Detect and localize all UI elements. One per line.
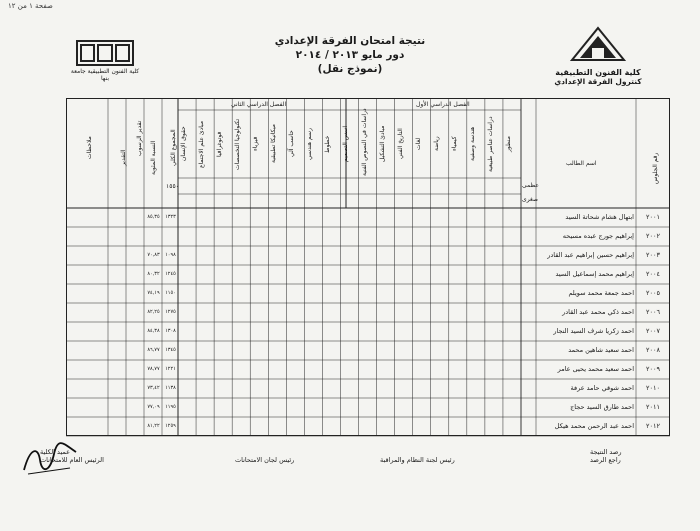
max-total: ١٥٥٠ xyxy=(166,183,179,190)
total-header: المجموع الكلي xyxy=(170,129,177,167)
footer-exam-committee: رئيس لجان الامتحانات xyxy=(235,456,295,464)
student-name: احمد شوقي حامد عرفة xyxy=(570,384,634,392)
percent-score: ٨١,٢٢ xyxy=(147,423,160,429)
title-line-3: (نموذج نقل) xyxy=(317,63,383,75)
subject-header: حقوق الإنسان xyxy=(180,126,187,162)
student-name: احمد سعيد شاهين محمد xyxy=(568,346,634,354)
subject-header: منظور xyxy=(504,136,512,152)
seat-number: ٢٠٠٤ xyxy=(646,270,660,278)
student-name: احمد سعيد محمد يحيى عامر xyxy=(557,365,634,373)
student-name: احمد جمعة محمد سويلم xyxy=(568,289,634,297)
seat-number: ٢٠١٢ xyxy=(646,422,660,430)
student-name: احمد عبد الرحمن محمد هيكل xyxy=(554,422,634,430)
grade-header: التقدير xyxy=(120,149,127,167)
title-line-2: دور مايو ٢٠١٣ / ٢٠١٤ xyxy=(295,49,405,61)
seat-number: ٢٠٠٢ xyxy=(646,232,660,240)
student-name: احمد طارق السيد حجاج xyxy=(570,403,634,411)
footer-dean xyxy=(40,448,104,464)
college-name: كلية الفنون التطبيقية xyxy=(555,68,641,77)
pyramid-logo-icon xyxy=(570,26,626,64)
subject-header: تكنولوجيا التخصصات xyxy=(234,118,242,170)
footer-reviewers xyxy=(590,448,622,464)
control-name: كنترول الفرقة الإعدادي xyxy=(554,77,642,86)
percent-score: ٧٣,٤٢ xyxy=(147,385,160,391)
reviewer-title: رصد النتيجة xyxy=(590,448,622,456)
seat-number: ٢٠٠٧ xyxy=(646,327,660,335)
student-name: إبراهيم جورج عبده مسيحه xyxy=(562,232,634,240)
seat-number: ٢٠٠٣ xyxy=(646,251,660,259)
dean-title: عميد الكلية xyxy=(40,448,71,456)
percent-header: النسبة المئوية xyxy=(150,140,157,176)
seat-number: ٢٠٠٨ xyxy=(646,346,660,354)
subject-header: فوتوغرافيا xyxy=(216,131,224,157)
total-score: ١١٣٨ xyxy=(165,385,176,391)
page-label: صفحة ١ من ١٢ xyxy=(8,2,53,10)
subject-header: حاسب آلي xyxy=(288,130,296,158)
dean-sub: الرئيس العام للامتحانات xyxy=(40,456,104,464)
percent-score: ٨٥,٣٥ xyxy=(147,214,160,220)
total-score: ١٢٢١ xyxy=(165,366,176,372)
student-name: احمد زكريا شرف السيد النجار xyxy=(553,327,634,335)
total-score: ١٢٥٩ xyxy=(165,423,176,429)
seat-number: ٢٠٠٩ xyxy=(646,365,660,373)
title-line-1: نتيجة امتحان الفرقة الإعدادي xyxy=(274,35,426,47)
percent-score: ٧٠,٨٣ xyxy=(147,252,160,258)
subject-header: مبادئ التشكيل xyxy=(378,125,386,163)
subject-header: لغات xyxy=(414,137,422,151)
student-name: إبراهيم محمد إسماعيل السيد xyxy=(555,270,634,278)
name-header: اسم الطالب xyxy=(566,160,597,167)
subject-header: دراسات عناصر طبيعية xyxy=(486,116,494,172)
total-score: ١١٩٥ xyxy=(165,404,176,410)
subject-header: رياضة xyxy=(432,136,440,152)
max-label: عظمى xyxy=(522,182,539,189)
cumulative-header: تقدير الرسوب xyxy=(136,120,143,156)
total-score: ١٠٩٨ xyxy=(165,252,176,258)
reviewer-sub: راجع الرصد xyxy=(590,456,621,464)
min-label: صغرى xyxy=(522,196,538,203)
subject-header: فيزياء xyxy=(252,136,260,152)
subject-header: التاريخ الفني xyxy=(396,128,404,160)
percent-score: ٧٧,٠٩ xyxy=(147,404,160,410)
total-score: ١١٥٠ xyxy=(165,290,176,296)
seat-number: ٢٠١٠ xyxy=(646,384,660,392)
notes-header: ملاحظات xyxy=(86,136,93,160)
subject-header: رسم هندسي xyxy=(306,128,314,160)
term1-header: الفصل الدراسي الأول xyxy=(416,101,470,108)
total-score: ١٣٤٥ xyxy=(165,347,176,353)
percent-score: ٨٠,٣٢ xyxy=(147,271,160,277)
seat-number: ٢٠١١ xyxy=(646,403,660,411)
percent-score: ٨٢,٢٥ xyxy=(147,309,160,315)
student-name: ابتهال هشام شحاتة السيد xyxy=(565,213,634,221)
total-score: ١٢٧٥ xyxy=(165,309,176,315)
total-score: ١٣٠٨ xyxy=(165,328,176,334)
term2-header: الفصل الدراسي الثاني xyxy=(231,101,287,108)
student-name: احمد ذكي محمد عبد القادر xyxy=(562,308,634,316)
results-table xyxy=(66,98,670,438)
percent-score: ٨٦,٧٧ xyxy=(147,347,160,353)
seat-number: ٢٠٠٥ xyxy=(646,289,660,297)
subject-header: هندسة وصفية xyxy=(468,126,476,162)
seat-header: رقم الجلوس xyxy=(652,152,659,184)
subject-header: كيمياء xyxy=(450,136,458,152)
seat-number: ٢٠٠١ xyxy=(646,213,660,221)
right-header-block xyxy=(538,26,658,86)
subject-header: خطوط xyxy=(324,135,332,153)
percent-score: ٧٨,٧٧ xyxy=(147,366,160,372)
subject-header: دراسات في النصوص الفنية xyxy=(360,108,368,176)
student-name: إبراهيم حسين إبراهيم عبد القادر xyxy=(547,251,634,259)
total-score: ١٣٢٣ xyxy=(165,214,176,220)
subject-header: ميكانيكا تطبيقية xyxy=(270,124,278,164)
footer-order-committee: رئيس لجنة النظام والمراقبة xyxy=(380,456,455,464)
subject-header: مبادئ علم الاجتماع xyxy=(198,120,206,168)
percent-score: ٨٤,٣٨ xyxy=(147,328,160,334)
total-score: ١٢٤٥ xyxy=(165,271,176,277)
percent-score: ٧٤,١٩ xyxy=(147,290,160,296)
seat-number: ٢٠٠٦ xyxy=(646,308,660,316)
subject-header: اسس التصميم xyxy=(342,125,350,163)
left-logo-text: كلية الفنون التطبيقية جامعة بنها xyxy=(70,68,140,82)
